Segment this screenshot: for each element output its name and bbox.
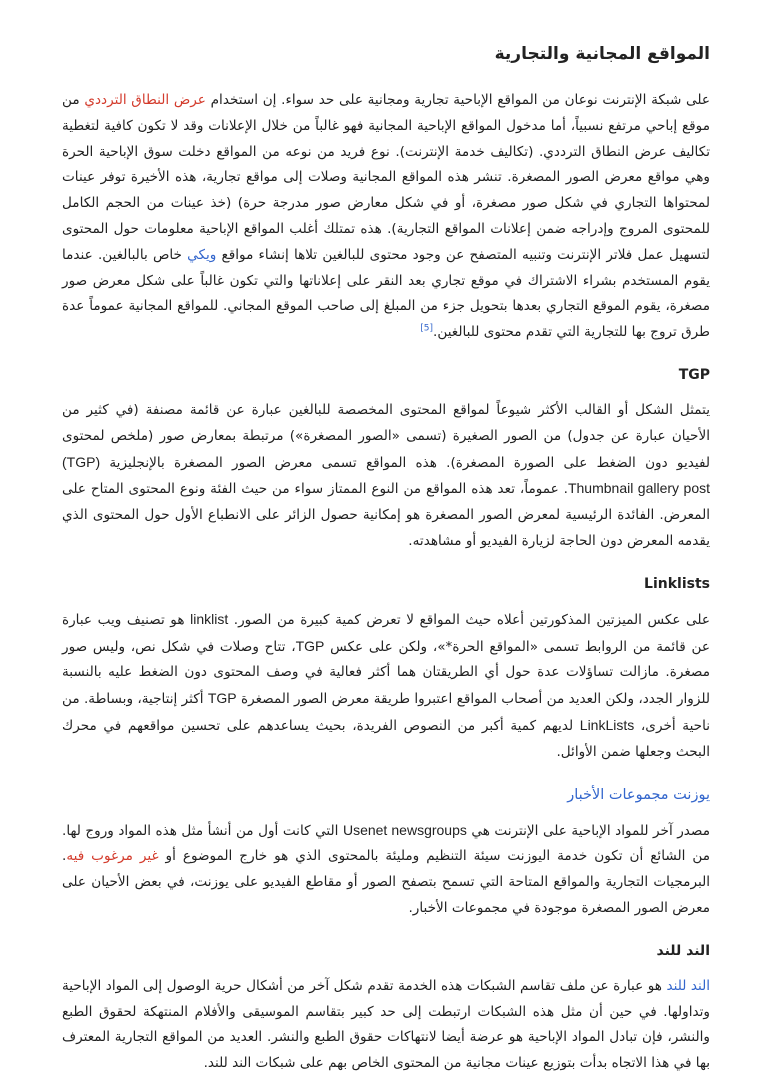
tgp-term: TGP [295, 637, 325, 654]
bandwidth-link[interactable]: عرض النطاق الترددي [84, 92, 206, 108]
unwanted-link[interactable]: غير مرغوب فيه [66, 848, 159, 865]
tgp-term: (TGP) Thumbnail gallery post [62, 453, 710, 497]
paragraph-linklists [62, 607, 710, 766]
p2p-link[interactable]: الند للند [666, 977, 711, 994]
text-fragment: ، تتاح وصلات في شكل نص، وليس صور مصغرة. مازالت تساؤلات عدة حول أي الطريقتان هما أكثر فعالية في وصف المحتوى دون الضغط عليه بالنسبة للزوار الجدد، ولكن العديد من أصحاب المواقع اعتبروا طريقة معرض الصور المصغرة [62, 638, 710, 708]
reference-link-5[interactable]: [5] [420, 323, 434, 334]
text-fragment: لديهم كمية أكبر من النصوص الفريدة، بحيث يساعدهم على تحسين مواقعهم في محرك البحث وجعلها ضمن الأوائل. [62, 717, 710, 760]
text-fragment: . البرمجيات التجارية والمواقع المتاحة التي تسمح بتصفح الصور أو مقاطع الفيديو على يوزنت، في بعض الأحيان على معرض الصور المصغرة موجودة في مجموعات الأخبار. [62, 848, 710, 916]
section-title-p2p: الند للند [656, 942, 710, 959]
paragraph-p2p [62, 974, 710, 1077]
text-fragment: . عموماً، تعد هذه المواقع من النوع الممتاز سواء من حيث الفئة ونوع المحتوى المتاح على المعرض. الفائدة الرئيسية لمعرض الصور المصغرة هو إمكانية حصول الزائر على الانطباع الأول حول المحتوى الذي يقدمه المعرض دون الحاجة لزيارة الفيديو أو مشاهدته. [62, 481, 710, 549]
section-title-usenet[interactable]: يوزنت مجموعات الأخبار [567, 786, 710, 803]
section-title-linklists: Linklists [644, 575, 710, 592]
paragraph-free-commercial [62, 88, 710, 346]
text-fragment: من موقع إباحي مرتفع نسبياً، أما مدخول المواقع الإباحية المجانية فهو غالباً من خلال الإعلانات وقد لا تكون كافية لتغطية تكاليف عرض النطاق الترددي. (تكاليف خدمة الإنترنت). نوع فريد من نوعه من المواقع دخلت سوق الإباحية الحرة وهي مواقع معرض الصور المصغرة. تنشر هذه المواقع المجانية وصلات إلى مواقع تجارية، هذه الأخيرة توفر عينات لمحتواها التجاري في شكل صور مصغرة، أو في شكل معارض صور مدرجة حرة) (خذ عينات من الحجم الكامل للمحتوى المروج وإدراجه ضمن إعلانات المواقع التجارية). هذه تمتلك أغلب المواقع الإباحية معلومات حول المحتوى لتسهيل عمل فلاتر الإنترنت وتنبيه المتصفح عن وجود محتوى للبالغين تلاها إنشاء مواقع [62, 92, 710, 263]
text-fragment: على عكس الميزتين المذكورتين أعلاه حيث المواقع لا تعرض كمية كبيرة من الصور. [233, 611, 710, 628]
linklist-term: linklist [190, 610, 229, 627]
text-fragment: يتمثل الشكل أو القالب الأكثر شيوعاً لمواقع المحتوى المخصصة للبالغين عبارة عن قائمة مصنفة (في كثير من الأحيان عبارة عن جدول) من الصور الصغيرة (تسمى «الصور المصغرة») مرتبطة بمعارض صور (ملخص لمحتوى لفيديو دون الضغط على الصورة المصغرة). هذه المواقع تسمى معرض الصور المصغرة بالإنجليزية [62, 401, 710, 471]
text-fragment: هو تصنيف ويب عبارة عن قائمة من الروابط تسمى «المواقع الحرة*»، ولكن على عكس [62, 611, 710, 655]
text-fragment: على شبكة الإنترنت نوعان من المواقع الإباحية تجارية ومجانية على حد سواء. إن استخدام [210, 92, 710, 108]
text-fragment: أكثر إنتاجية، وبساطة. من ناحية أخرى، [62, 691, 711, 734]
paragraph-tgp [62, 398, 710, 555]
usenet-term: Usenet newsgroups [342, 821, 467, 838]
text-fragment: هو عبارة عن ملف تقاسم الشبكات هذه الخدمة تقدم شكل آخر من أشكال حرية الوصول إلى المواد الإباحية وتداولها. في حين أن مثل هذه الشبكات ارتبطت إلى حد كبير بتقاسم الموسيقى والأفلام المنتهكة لحقوق الطبع والنشر، فإن تبادل المواد الإباحية هو عرضة أيضا لانتهاكات حقوق الطبع والنشر. العديد من المواقع التجارية المعترف بها في هذا الاتجاه بدأت بتوزيع عينات مجانية من المحتوى الخاص بهم على شبكات الند للند. [62, 977, 710, 1072]
tgp-term: TGP [207, 690, 237, 707]
linklists-term: LinkLists [579, 716, 635, 733]
wiki-link[interactable]: ويكي [187, 246, 217, 263]
paragraph-usenet [62, 818, 710, 922]
section-title-free-commercial: المواقع المجانية والتجارية [494, 44, 710, 64]
text-fragment: التي كانت أول من أنشأ مثل هذه المواد وروج لها. من الشائع أن تكون خدمة اليوزنت سيئة التنظيم ومليئة بالمحتوى الذي هو خارج الموضوع أو [62, 822, 710, 865]
text-fragment: خاص بالبالغين. عندما يقوم المستخدم بشراء الاشتراك في موقع تجاري بعد النقر على إعلاناتها والتي تكون غالباً على شكل معرض صور مصغرة، يقوم الموقع التجاري بعدها بتحويل جزء من المبلغ إلى صاحب الموقع المجاني. للمواقع المجانية عموماً عدة طرق تروج بها للتجارية التي تقدم محتوى للبالغين. [62, 246, 710, 341]
text-fragment: مصدر آخر للمواد الإباحية على الإنترنت هي [471, 822, 710, 839]
section-title-tgp: TGP [678, 366, 710, 383]
